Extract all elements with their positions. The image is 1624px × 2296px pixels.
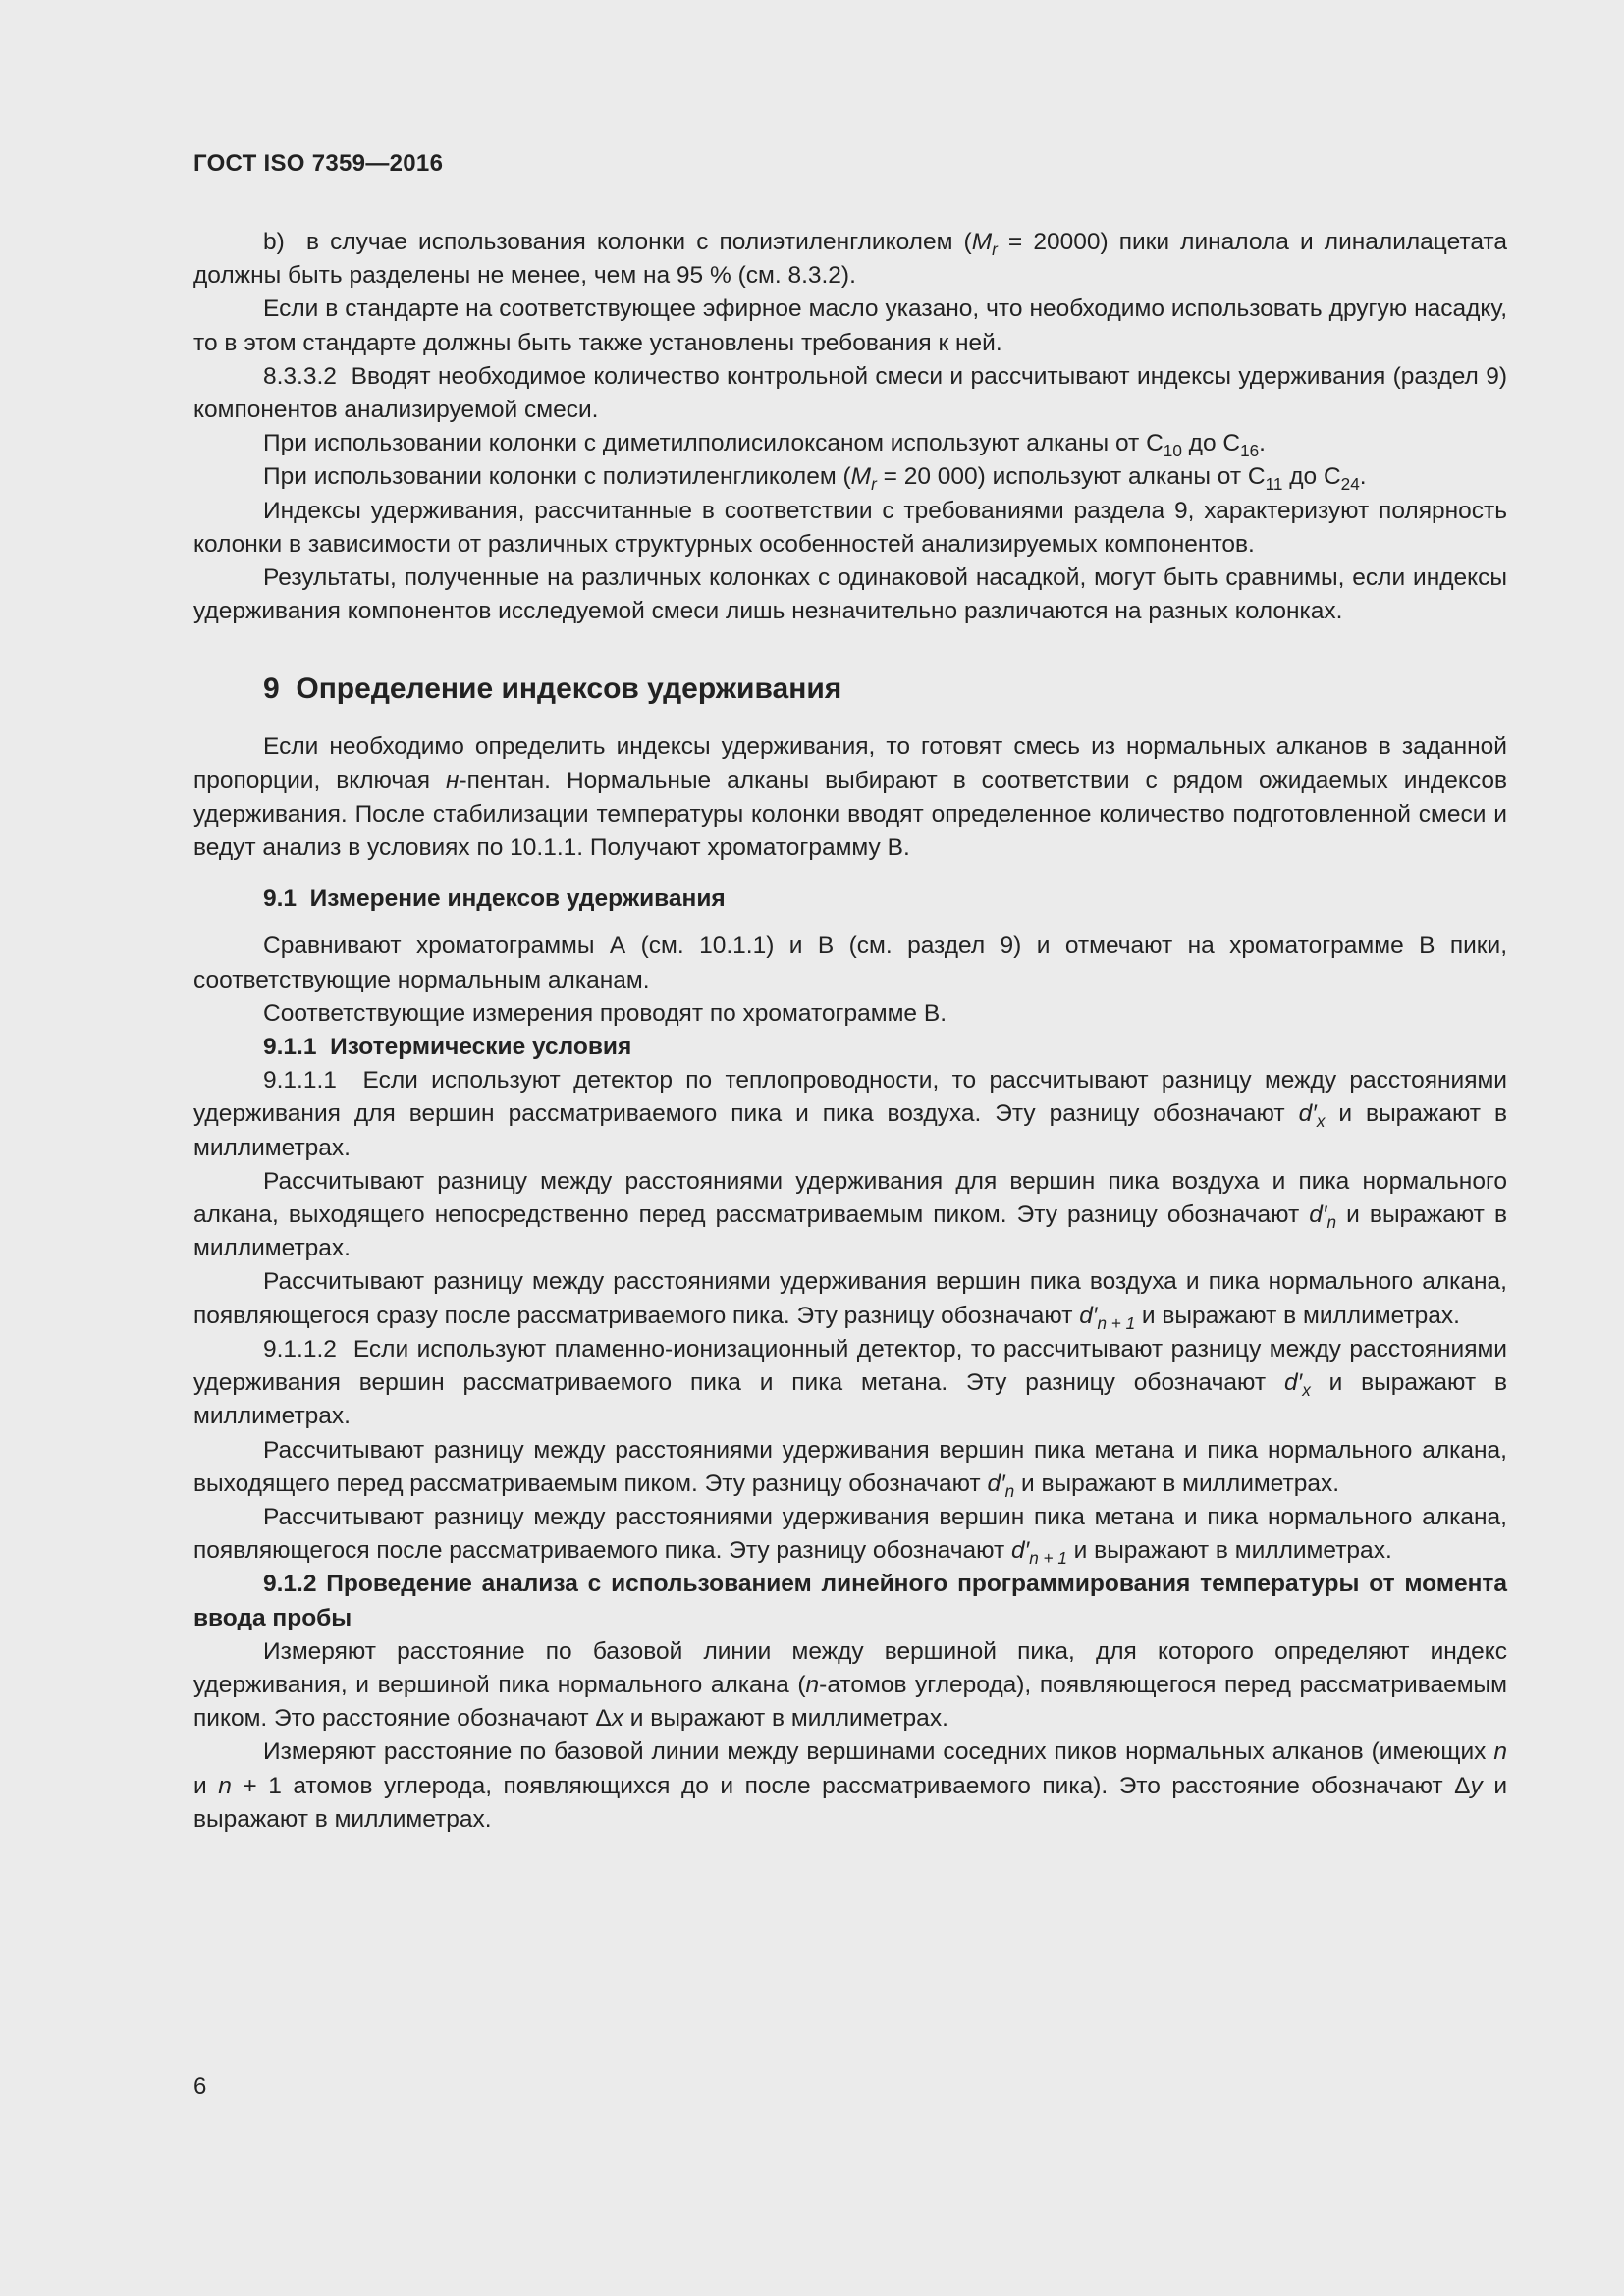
paragraph: 9.1.1.1 Если используют детектор по теплопроводности, то рассчитывают разницу между расстояниями удерживания для вершин рассматриваемого пика и пика воздуха. Эту разницу обозначают $d'_x$ и выражают в миллиметрах.	[193, 1067, 1507, 1161]
paragraph: Рассчитывают разницу между расстояниями удерживания для вершин пика воздуха и пика нормального алкана, выходящего непосредственно перед рассматриваемым пиком. Эту разницу обозначают $d'_n$ и выражают в миллиметрах.	[193, 1167, 1507, 1262]
paragraph: Соответствующие измерения проводят по хроматограмме В.	[263, 999, 947, 1027]
paragraph: Индексы удерживания, рассчитанные в соответствии с требованиями раздела 9, характеризуют полярность колонки в зависимости от различных структурных особенностей анализируемых компонентов.	[193, 497, 1507, 558]
section-heading-9: 9 Определение индексов удерживания	[263, 672, 842, 706]
paragraph: Измеряют расстояние по базовой линии между вершиной пика, для которого определяют индекс удерживания, и вершиной пика нормального алкана (n-атомов углерода), появляющегося перед рассматриваемым пиком. Это расстояние обозначают Δx и выражают в миллиметрах.	[193, 1637, 1507, 1733]
paragraph: Результаты, полученные на различных колонках с одинаковой насадкой, могут быть сравнимы, если индексы удерживания компонентов исследуемой смеси лишь незначительно различаются на разных колонках.	[193, 564, 1507, 625]
subsection-heading-9-1: 9.1 Измерение индексов удерживания	[263, 885, 726, 913]
subsection-heading-9-1-1: 9.1.1 Изотермические условия	[263, 1034, 632, 1061]
paragraph: Измеряют расстояние по базовой линии между вершинами соседних пиков нормальных алканов (имеющих n и n + 1 атомов углерода, появляющихся до и после рассматриваемого пика). Это расстояние обозначают Δy и выражают в миллиметрах.	[193, 1738, 1508, 1833]
paragraph: 9.1.1.2 Если используют пламенно-ионизационный детектор, то рассчитывают разницу между расстояниями удерживания вершин рассматриваемого пика и пика метана. Эту разницу обозначают $d'_x$ и выражают в миллиметрах.	[193, 1335, 1507, 1430]
paragraph: b) в случае использования колонки с полиэтиленгликолем $(M_r = 20000)$ пики линалола и линалилацетата должны быть разделены не менее, чем на 95 % (см. 8.3.2).	[193, 229, 1507, 290]
paragraph: Рассчитывают разницу между расстояниями удерживания вершин пика метана и пика нормального алкана, появляющегося после рассматриваемого пика. Эту разницу обозначают $d'_{n + 1}$ и выражают в миллиметрах.	[193, 1503, 1507, 1569]
paragraph: 8.3.3.2 Вводят необходимое количество контрольной смеси и рассчитывают индексы удерживания (раздел 9) компонентов анализируемой смеси.	[193, 362, 1507, 424]
document-body	[193, 226, 1507, 1837]
subsection-heading-9-1-2: 9.1.2 Проведение анализа с использованием линейного программирования температуры от момента ввода пробы	[193, 1571, 1507, 1631]
paragraph: При использовании колонки с диметилполисилоксаном используют алканы от $C_{10}$ до $C_{16}$.	[263, 430, 1266, 461]
paragraph: Рассчитывают разницу между расстояниями удерживания вершин пика метана и пика нормального алкана, выходящего перед рассматриваемым пиком. Эту разницу обозначают $d'_n$ и выражают в миллиметрах.	[193, 1436, 1507, 1501]
paragraph: При использовании колонки с полиэтиленгликолем ($M_r = 20$ 000) используют алканы от $C_{11}$ до $C_{24}$.	[263, 463, 1367, 495]
page-number: 6	[193, 2073, 207, 2100]
standard-header: ГОСТ ISO 7359—2016	[193, 150, 444, 177]
paragraph: Если в стандарте на соответствующее эфирное масло указано, что необходимо использовать другую насадку, то в этом стандарте должны быть также установлены требования к ней.	[193, 295, 1507, 356]
paragraph: Рассчитывают разницу между расстояниями удерживания вершин пика воздуха и пика нормального алкана, появляющегося сразу после рассматриваемого пика. Эту разницу обозначают $d'_{n + 1}$ и выражают в миллиметрах.	[193, 1268, 1507, 1333]
paragraph: Сравнивают хроматограммы А (см. 10.1.1) и В (см. раздел 9) и отмечают на хроматограмме В пики, соответствующие нормальным алканам.	[193, 933, 1507, 993]
paragraph: Если необходимо определить индексы удерживания, то готовят смесь из нормальных алканов в заданной пропорции, включая н-пентан. Нормальные алканы выбирают в соответствии с рядом ожидаемых индексов удерживания. После стабилизации температуры колонки вводят определенное количество подготовленной смеси и ведут анализ в условиях по 10.1.1. Получают хроматограмму В.	[193, 733, 1507, 862]
